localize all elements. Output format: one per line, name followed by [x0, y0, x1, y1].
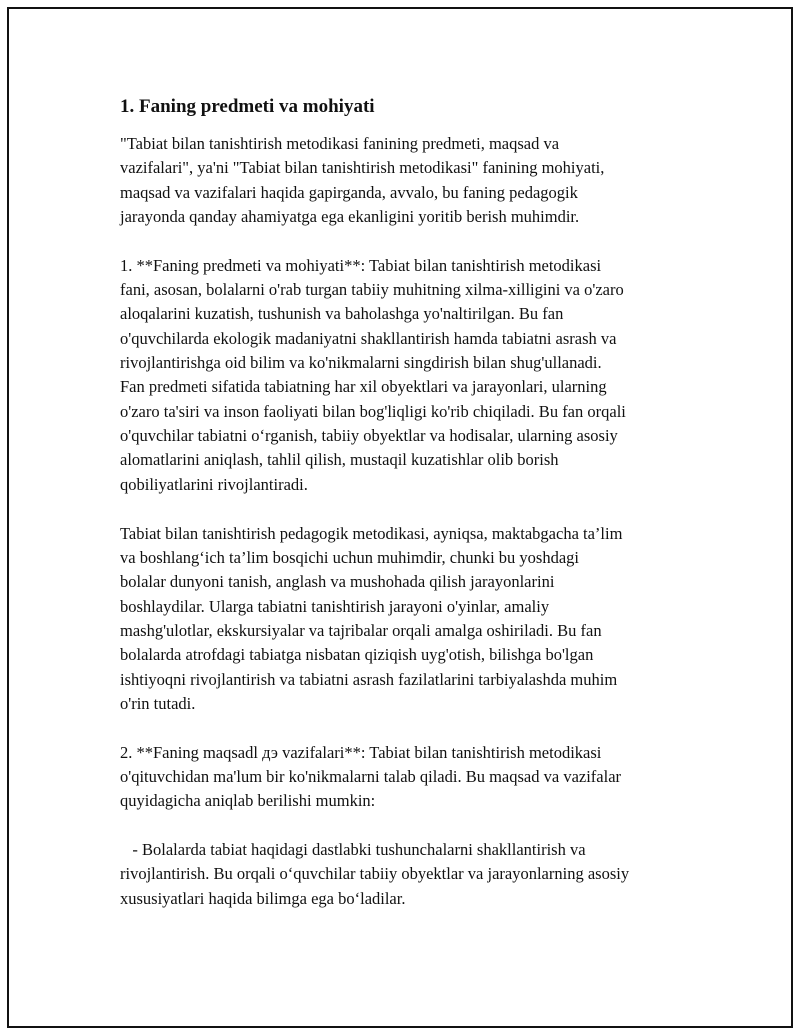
text-line: vazifalari", ya'ni "Tabiat bilan tanishtirish metodikasi" fanining mohiyati, — [120, 158, 605, 178]
paragraph-gap — [120, 229, 700, 253]
text-line: bolalar dunyoni tanish, anglash va mushohada qilish jarayonlarini — [120, 572, 555, 592]
paragraph-subject — [120, 254, 700, 497]
paragraph-goals — [120, 741, 700, 814]
text-line: xususiyatlari haqida bilimga ega bo‘ladilar. — [120, 888, 406, 908]
paragraph-gap — [120, 497, 700, 521]
text-line: jarayonda qanday ahamiyatga ega ekanligini yoritib berish muhimdir. — [120, 207, 580, 227]
text-line: 1. **Faning predmeti va mohiyati**: Tabiat bilan tanishtirish metodikasi — [120, 255, 602, 275]
text-line: Fan predmeti sifatida tabiatning har xil obyektlari va jarayonlari, ularning — [120, 377, 607, 397]
paragraph-gap — [120, 814, 700, 838]
text-line: o'quvchilar tabiatni o‘rganish, tabiiy obyektlar va hodisalar, ularning asosiy — [120, 426, 618, 446]
text-line: alomatlarini aniqlash, tahlil qilish, mustaqil kuzatishlar olib borish — [120, 450, 559, 470]
paragraph-intro — [120, 132, 700, 229]
text-line: - Bolalarda tabiat haqidagi dastlabki tushunchalarni shakllantirish va — [120, 839, 586, 859]
paragraph-list-item — [120, 838, 700, 911]
document-page — [7, 7, 793, 1028]
text-line: rivojlantirishga oid bilim va ko'nikmalarni singdirish bilan shug'ullanadi. — [120, 353, 602, 373]
text-line: 2. **Faning maqsadl дэ vazifalari**: Tabiat bilan tanishtirish metodikasi — [120, 742, 602, 762]
text-line: aloqalarini kuzatish, tushunish va baholashga yo'naltirilgan. Bu fan — [120, 304, 564, 324]
text-line: o'rin tutadi. — [120, 693, 196, 713]
text-line: fani, asosan, bolalarni o'rab turgan tabiiy muhitning xilma-xilligini va o'zaro — [120, 280, 624, 300]
text-line: o'zaro ta'siri va inson faoliyati bilan bog'liqligi ko'rib chiqiladi. Bu fan orqali — [120, 401, 626, 421]
text-line: ishtiyoqni rivojlantirish va tabiatni asrash fazilatlarini tarbiyalashda muhim — [120, 669, 618, 689]
paragraph-pedagogy — [120, 522, 700, 717]
text-line: o'qituvchidan ma'lum bir ko'nikmalarni talab qiladi. Bu maqsad va vazifalar — [120, 766, 622, 786]
text-line: rivojlantirish. Bu orqali o‘quvchilar tabiiy obyektlar va jarayonlarning asosiy — [120, 864, 630, 884]
text-line: Tabiat bilan tanishtirish pedagogik metodikasi, ayniqsa, maktabgacha ta’lim — [120, 523, 623, 543]
text-line: quyidagicha aniqlab berilishi mumkin: — [120, 791, 376, 811]
text-line: qobiliyatlarini rivojlantiradi. — [120, 474, 308, 494]
text-line: o'quvchilarda ekologik madaniyatni shakllantirish hamda tabiatni asrash va — [120, 328, 617, 348]
paragraph-gap — [120, 716, 700, 740]
text-line: mashg'ulotlar, ekskursiyalar va tajribalar orqali amalga oshiriladi. Bu fan — [120, 620, 602, 640]
text-line: bolalarda atrofdagi tabiatga nisbatan qiziqish uyg'otish, bilishga bo'lgan — [120, 645, 594, 665]
text-line: maqsad va vazifalari haqida gapirganda, avvalo, bu faning pedagogik — [120, 182, 578, 202]
section-heading: 1. Faning predmeti va mohiyati — [120, 96, 375, 117]
text-line: boshlaydilar. Ularga tabiatni tanishtirish jarayoni o'yinlar, amaliy — [120, 596, 550, 616]
text-line: "Tabiat bilan tanishtirish metodikasi fanining predmeti, maqsad va — [120, 134, 560, 153]
document-content — [120, 95, 700, 911]
text-line: va boshlang‘ich ta’lim bosqichi uchun muhimdir, chunki bu yoshdagi — [120, 547, 579, 567]
